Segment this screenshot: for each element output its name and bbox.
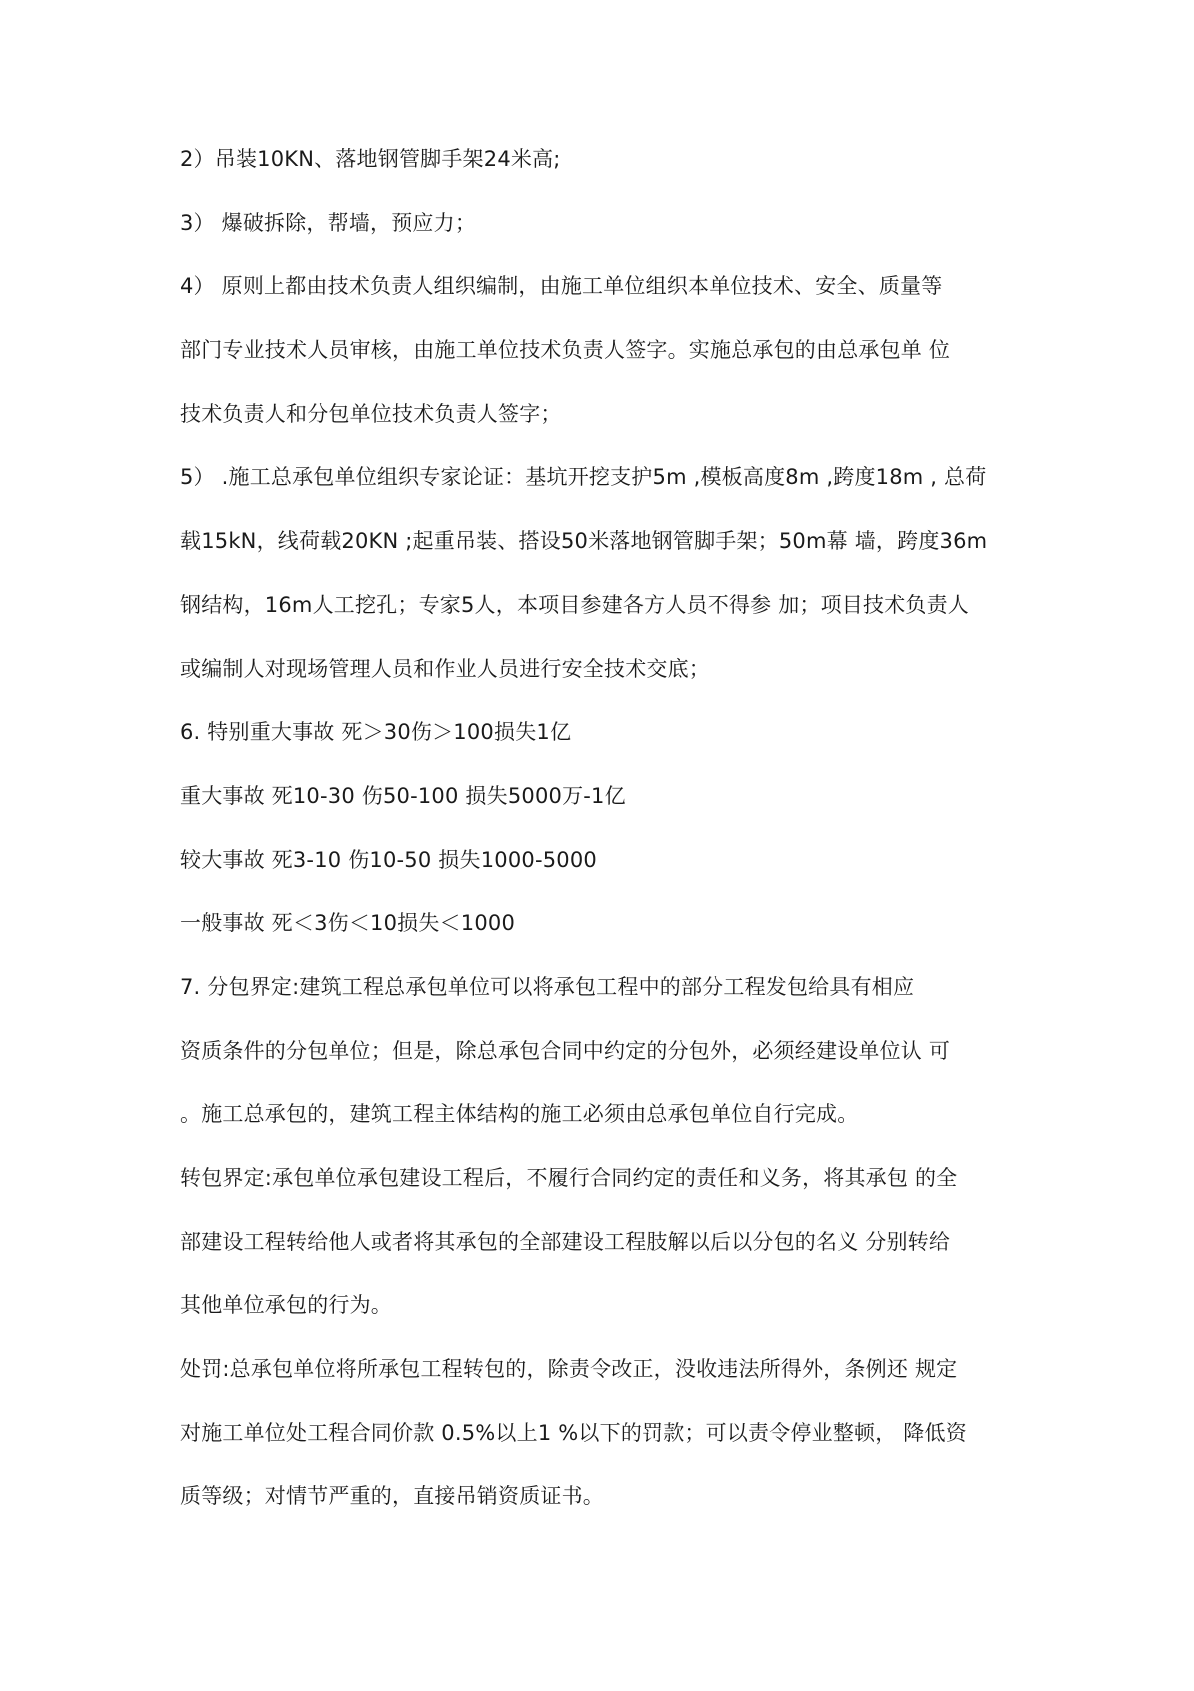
- text-line: 对施工单位处工程合同价款 0.5%以上1 %以下的罚款；可以责令停业整顿， 降低资: [180, 1420, 967, 1445]
- text-line: 。施工总承包的，建筑工程主体结构的施工必须由总承包单位自行完成。: [180, 1102, 859, 1127]
- text-line: 4） 原则上都由技术负责人组织编制，由施工单位组织本单位技术、安全、质量等: [180, 274, 943, 299]
- text-line: 7. 分包界定:建筑工程总承包单位可以将承包工程中的部分工程发包给具有相应: [180, 974, 915, 999]
- text-line: 较大事故 死3-10 伤10-50 损失1000-5000: [180, 847, 597, 872]
- text-line: 5） .施工总承包单位组织专家论证：基坑开挖支护5m ,模板高度8m ,跨度18m , 总荷: [180, 465, 987, 490]
- text-line: 部门专业技术人员审核，由施工单位技术负责人签字。实施总承包的由总承包单 位: [180, 338, 951, 363]
- text-line: 一般事故 死＜3伤＜10损失＜1000: [180, 911, 516, 936]
- text-line: 重大事故 死10-30 伤50-100 损失5000万-1亿: [180, 783, 626, 808]
- text-line: 6. 特别重大事故 死＞30伤＞100损失1亿: [180, 720, 572, 745]
- text-line: 2）吊装10KN、落地钢管脚手架24米高;: [180, 147, 561, 171]
- text-line: 处罚:总承包单位将所承包工程转包的，除责令改正，没收违法所得外，条例还 规定: [180, 1357, 958, 1382]
- document-body: [180, 142, 1040, 1543]
- text-line: 转包界定:承包单位承包建设工程后，不履行合同约定的责任和义务，将其承包 的全: [180, 1166, 958, 1190]
- text-line: 部建设工程转给他人或者将其承包的全部建设工程肢解以后以分包的名义 分别转给: [180, 1229, 951, 1254]
- text-line: 其他单位承包的行为。: [180, 1293, 392, 1318]
- text-line: 钢结构，16m人工挖孔；专家5人，本项目参建各方人员不得参 加；项目技术负责人: [180, 592, 970, 617]
- text-line: 3） 爆破拆除，帮墙，预应力；: [180, 210, 477, 235]
- text-line: 载15kN，线荷载20KN ;起重吊装、搭设50米落地钢管脚手架；50m幕 墙，跨度36m: [180, 529, 988, 554]
- text-line: 资质条件的分包单位；但是，除总承包合同中约定的分包外，必须经建设单位认 可: [180, 1038, 951, 1063]
- text-line: 质等级；对情节严重的，直接吊销资质证书。: [180, 1484, 604, 1509]
- text-line: 技术负责人和分包单位技术负责人签字；: [180, 401, 562, 426]
- text-line: 或编制人对现场管理人员和作业人员进行安全技术交底；: [180, 656, 710, 681]
